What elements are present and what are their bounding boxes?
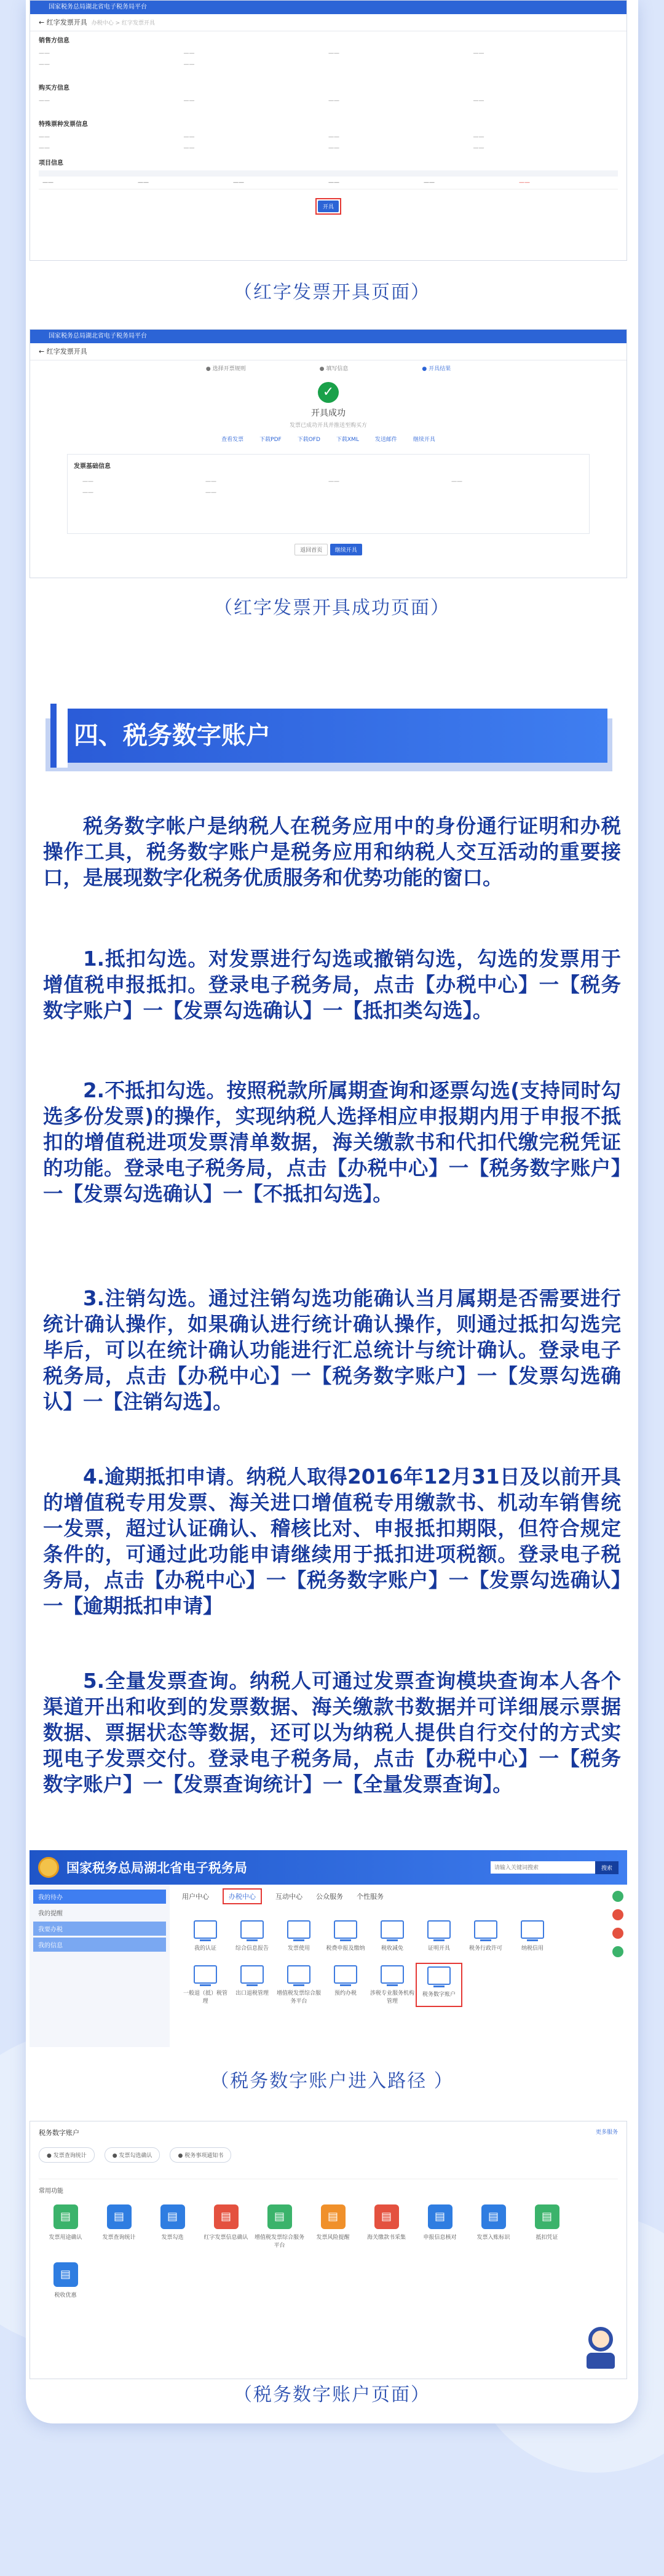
search-button[interactable]: 搜索 bbox=[595, 1861, 619, 1874]
service-tile[interactable] bbox=[322, 1918, 369, 1954]
monitor-icon bbox=[521, 1920, 544, 1939]
action-links bbox=[30, 435, 626, 443]
app-top-bar: 国家税务总局湖北省电子税务局平台 bbox=[30, 330, 626, 343]
service-tile[interactable] bbox=[182, 1963, 229, 2007]
tool-tile[interactable] bbox=[306, 2204, 360, 2249]
service-tile-tax-digital-account[interactable] bbox=[416, 1963, 462, 2007]
service-tile[interactable] bbox=[275, 1918, 322, 1954]
page-title: ← 红字发票开具 办税中心 > 红字发票开具 bbox=[30, 14, 626, 31]
service-grid-row bbox=[182, 1963, 596, 2007]
monitor-icon bbox=[240, 1965, 264, 1984]
service-tile-label: 增值税发票综合服务平台 bbox=[277, 1990, 322, 2005]
service-tile-label: 税收减免 bbox=[381, 1946, 403, 1952]
back-home-button[interactable]: 返回首页 bbox=[294, 544, 328, 555]
caption-digital-account: （税务数字账户页面） bbox=[234, 2384, 430, 2406]
caption-entry-path: （税务数字账户进入路径 ） bbox=[210, 2070, 454, 2092]
step-1: ● 选择开票规则 bbox=[205, 366, 246, 372]
tool-tile[interactable] bbox=[413, 2204, 467, 2249]
service-tile[interactable] bbox=[509, 1918, 556, 1954]
monitor-icon bbox=[334, 1965, 357, 1984]
form-row: —— —— —— —— bbox=[82, 479, 462, 485]
tool-label: 红字发票信息确认 bbox=[204, 2235, 248, 2241]
tool-icon: ▤ bbox=[53, 2204, 78, 2229]
tool-label: 税收优惠 bbox=[54, 2292, 77, 2299]
portal-header bbox=[30, 1850, 627, 1885]
section-title: 常用功能 bbox=[39, 2179, 618, 2195]
invoice-info-panel bbox=[67, 454, 590, 534]
continue-issue-button[interactable]: 继续开具 bbox=[330, 544, 362, 555]
service-tile-label: 一般退（抵）税管理 bbox=[183, 1990, 228, 2005]
form-row: —— —— bbox=[82, 490, 216, 496]
tool-icon: ▤ bbox=[481, 2204, 506, 2229]
tool-tile[interactable] bbox=[39, 2204, 92, 2249]
tool-grid bbox=[30, 2195, 626, 2312]
monitor-icon bbox=[427, 1920, 451, 1939]
mascot-icon bbox=[583, 2327, 618, 2370]
tool-label: 申报信息核对 bbox=[423, 2235, 457, 2241]
submit-highlight bbox=[315, 198, 341, 215]
success-check-icon: ✓ bbox=[318, 382, 339, 403]
cancel-selection-paragraph: 3.注销勾选。通过注销勾选功能确认当月属期是否需要进行统计确认操作，如果确认进行统计确认操作，则通过抵扣勾选完毕后，可以在统计确认功能进行汇总统计与统计确认。登录电子税务局，点击【办税中心】一【税务数字账户】一【发票勾选确认】一【注销勾选】。 bbox=[43, 1287, 621, 1413]
service-tile[interactable] bbox=[369, 1918, 416, 1954]
service-tile-label: 综合信息报告 bbox=[235, 1946, 269, 1952]
tool-label: 发票勾选 bbox=[161, 2235, 184, 2241]
service-tile[interactable] bbox=[322, 1963, 369, 2007]
form-row: —— —— —— —— bbox=[39, 145, 484, 151]
pill-tax-notice[interactable]: ● 税务事项通知书 bbox=[170, 2147, 231, 2163]
intro-paragraph: 税务数字帐户是纳税人在税务应用中的身份通行证明和办税操作工具，税务数字账户是税务应用和纳税人交互活动的重要接口，是展现数字化税务优质服务和优势功能的窗口。 bbox=[43, 814, 621, 889]
tool-label: 发票用途确认 bbox=[49, 2235, 82, 2241]
caption-red-invoice: （红字发票开具页面） bbox=[234, 282, 430, 303]
service-tile-label: 出口退税管理 bbox=[235, 1990, 269, 1997]
search-input[interactable] bbox=[491, 1861, 595, 1874]
tab-user-center[interactable]: 用户中心 bbox=[182, 1893, 209, 1901]
tool-tile[interactable] bbox=[146, 2204, 199, 2249]
service-tile[interactable] bbox=[275, 1963, 322, 2007]
tool-label: 海关缴款书采集 bbox=[366, 2235, 406, 2241]
service-tile[interactable] bbox=[229, 1918, 275, 1954]
tool-label: 抵扣凭证 bbox=[536, 2235, 558, 2241]
download-xml-link[interactable]: 下载XML bbox=[336, 437, 359, 443]
download-pdf-link[interactable]: 下载PDF bbox=[259, 437, 282, 443]
more-link[interactable]: 更多服务 bbox=[595, 2129, 618, 2136]
pill-invoice-query[interactable]: ● 发票查询统计 bbox=[39, 2147, 95, 2163]
step-bar bbox=[30, 360, 626, 376]
tool-tile[interactable] bbox=[520, 2204, 574, 2249]
seller-section-title: 销售方信息 bbox=[39, 38, 69, 44]
monitor-icon bbox=[287, 1920, 310, 1939]
monitor-icon bbox=[334, 1920, 357, 1939]
service-tile-label: 税费申报及缴纳 bbox=[326, 1946, 365, 1952]
sidebar bbox=[30, 1885, 170, 2047]
sidebar-item-todo[interactable]: 我的待办 bbox=[33, 1890, 166, 1904]
wechat-icon[interactable] bbox=[612, 1891, 623, 1902]
form-row: —— —— bbox=[39, 62, 195, 68]
tool-label: 发票风险提醒 bbox=[316, 2235, 350, 2241]
tool-icon: ▤ bbox=[107, 2204, 132, 2229]
pill-invoice-select[interactable]: ● 发票勾选确认 bbox=[105, 2147, 160, 2163]
service-tile-label: 涉税专业服务机构管理 bbox=[370, 1990, 415, 2005]
tool-label: 增值税发票综合服务平台 bbox=[254, 2235, 304, 2249]
tool-tile[interactable] bbox=[92, 2204, 146, 2249]
page-title-text: 红字发票开具 bbox=[46, 348, 87, 356]
app-icon[interactable] bbox=[612, 1928, 623, 1939]
tool-tile[interactable] bbox=[467, 2204, 520, 2249]
service-tile[interactable] bbox=[182, 1918, 229, 1954]
tool-label: 发票查询统计 bbox=[102, 2235, 136, 2241]
tab-interaction[interactable]: 互动中心 bbox=[275, 1893, 302, 1901]
tool-icon: ▤ bbox=[535, 2204, 559, 2229]
tool-label: 发票入账标识 bbox=[476, 2235, 510, 2241]
section-heading: 四、税务数字账户 bbox=[55, 709, 607, 763]
monitor-icon bbox=[474, 1920, 497, 1939]
download-ofd-link[interactable]: 下载OFD bbox=[297, 437, 320, 443]
deduction-selection-paragraph: 1.抵扣勾选。对发票进行勾选或撤销勾选，勾选的发票用于增值税申报抵扣。登录电子税务局，点击【办税中心】一【税务数字账户】一【发票勾选确认】一【抵扣类勾选】。 bbox=[43, 947, 621, 1022]
service-tile-label: 纳税信用 bbox=[521, 1946, 543, 1952]
form-row: —— —— —— —— bbox=[39, 50, 484, 57]
sidebar-item-tax[interactable]: 我要办税 bbox=[33, 1922, 166, 1936]
service-grid-row bbox=[182, 1918, 596, 1954]
info-title: 发票基础信息 bbox=[74, 463, 111, 470]
special-section-title: 特殊票种发票信息 bbox=[39, 121, 88, 128]
full-invoice-query-paragraph: 5.全量发票查询。纳税人可通过发票查询模块查询本人各个渠道开出和收到的发票数据、海关缴款书数据并可详细展示票据数据、票据状态等数据，还可以为纳税人提供自行交付的方式实现电子发票交付。登录电子税务局，点击【办税中心】一【税务数字账户】一【发票查询统计】一【全量发票查询】。 bbox=[43, 1669, 621, 1796]
service-tile[interactable] bbox=[369, 1963, 416, 2007]
entry-path-screenshot bbox=[30, 1850, 627, 2047]
tab-tax-center[interactable]: 办税中心 bbox=[223, 1888, 262, 1904]
caption-success: （红字发票开具成功页面） bbox=[214, 597, 450, 619]
app-top-bar: 国家税务总局湖北省电子税务局平台 bbox=[30, 1, 626, 14]
sidebar-item-info[interactable]: 我的信息 bbox=[33, 1938, 166, 1952]
tab-public-service[interactable]: 公众服务 bbox=[316, 1893, 343, 1901]
view-invoice-link[interactable]: 查看发票 bbox=[221, 437, 244, 443]
tool-tile[interactable] bbox=[199, 2204, 253, 2249]
service-tile-label: 发票使用 bbox=[287, 1946, 310, 1952]
form-row: —— —— —— —— bbox=[39, 98, 484, 104]
issue-button[interactable]: 开具 bbox=[318, 201, 339, 212]
form-row: —— —— —— —— bbox=[39, 134, 484, 140]
tool-icon: ▤ bbox=[428, 2204, 453, 2229]
monitor-icon bbox=[427, 1966, 451, 1985]
step-2: ● 填写信息 bbox=[319, 366, 349, 372]
send-email-link[interactable]: 发送邮件 bbox=[374, 437, 397, 443]
page-title-text: 红字发票开具 bbox=[46, 18, 87, 26]
table-row: —— —— —— —— —— —— bbox=[39, 177, 618, 189]
service-tile-label: 税务行政许可 bbox=[468, 1946, 502, 1952]
tool-tile[interactable] bbox=[360, 2204, 413, 2249]
service-tile[interactable] bbox=[462, 1918, 509, 1954]
service-tile-label: 证明开具 bbox=[427, 1946, 450, 1952]
service-tile[interactable] bbox=[229, 1963, 275, 2007]
service-tile-label: 我的认证 bbox=[194, 1946, 216, 1952]
tool-icon: ▤ bbox=[160, 2204, 185, 2229]
non-deduction-paragraph: 2.不抵扣勾选。按照税款所属期查询和逐票勾选(支持同时勾选多份发票)的操作，实现纳税人选择相应申报期内用于申报不抵扣的增值税进项发票清单数据，海关缴款书和代扣代缴完税凭证的功能。登录电子税务局，点击【办税中心】一【税务数字账户】一【发票勾选确认】一【不抵扣勾选】。 bbox=[43, 1079, 621, 1206]
digital-account-screenshot bbox=[30, 2121, 627, 2379]
overdue-deduction-paragraph: 4.逾期抵扣申请。纳税人取得2016年12月31日及以前开具的增值税专用发票、海关进口增值税专用缴款书、机动车销售统一发票，超过认证确认、稽核比对、申报抵扣期限，但符合规定条件的，可通过此功能申请继续用于抵扣进项税额。登录电子税务局，点击【办税中心】一【税务数字账户】一【发票勾选确认】一【逾期抵扣申请】 bbox=[43, 1465, 621, 1618]
service-tile-label: 税务数字账户 bbox=[422, 1992, 456, 1998]
red-invoice-form-screenshot bbox=[30, 0, 627, 261]
page-title: 税务数字账户 bbox=[39, 2129, 79, 2137]
page-title: ← 红字发票开具 bbox=[30, 343, 626, 360]
tab-personal-service[interactable]: 个性服务 bbox=[357, 1893, 384, 1901]
breadcrumb: 办税中心 > 红字发票开具 bbox=[91, 20, 155, 26]
quick-pills bbox=[30, 2144, 626, 2166]
service-tile[interactable] bbox=[416, 1918, 462, 1954]
tax-emblem-icon bbox=[38, 1857, 59, 1878]
tool-icon: ▤ bbox=[53, 2262, 78, 2287]
monitor-icon bbox=[287, 1965, 310, 1984]
monitor-icon bbox=[381, 1965, 404, 1984]
items-table-header bbox=[39, 170, 618, 177]
red-invoice-success-screenshot bbox=[30, 329, 627, 578]
step-3: ● 开具结果 bbox=[422, 366, 451, 372]
tool-tile[interactable] bbox=[39, 2262, 92, 2299]
portal-title: 国家税务总局湖北省电子税务局 bbox=[66, 1861, 247, 1875]
success-subtitle: 发票已成功开具并推送至购买方 bbox=[289, 423, 367, 429]
service-tile-label: 预约办税 bbox=[334, 1990, 357, 1997]
service-icon[interactable] bbox=[612, 1946, 623, 1957]
items-section-title: 项目信息 bbox=[39, 160, 63, 167]
monitor-icon bbox=[194, 1965, 217, 1984]
buyer-section-title: 购买方信息 bbox=[39, 85, 69, 92]
tool-icon: ▤ bbox=[321, 2204, 346, 2229]
monitor-icon bbox=[240, 1920, 264, 1939]
weibo-icon[interactable] bbox=[612, 1909, 623, 1920]
nav-tabs bbox=[182, 1888, 596, 1904]
sidebar-item-reminder[interactable]: 我的提醒 bbox=[38, 1910, 63, 1917]
float-icons bbox=[609, 1885, 627, 2047]
tool-icon: ▤ bbox=[214, 2204, 239, 2229]
monitor-icon bbox=[381, 1920, 404, 1939]
monitor-icon bbox=[194, 1920, 217, 1939]
tool-icon: ▤ bbox=[267, 2204, 292, 2229]
continue-link[interactable]: 继续开具 bbox=[413, 437, 435, 443]
tool-icon: ▤ bbox=[374, 2204, 399, 2229]
success-title: 开具成功 bbox=[311, 408, 346, 418]
tool-tile[interactable] bbox=[253, 2204, 306, 2249]
